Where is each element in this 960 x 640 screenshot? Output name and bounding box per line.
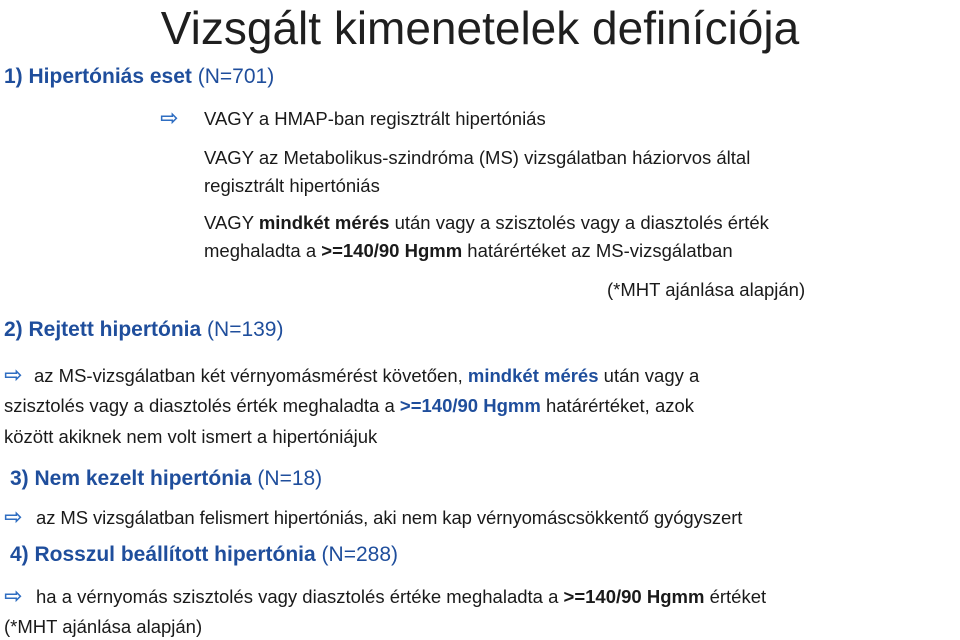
section2-heading: [4, 317, 283, 343]
section2-line1: [34, 364, 699, 388]
section1-title: 1) Hipertóniás eset: [4, 65, 192, 88]
text-span: ha a vérnyomás szisztolés vagy diasztolés értéke meghaladta a: [36, 586, 564, 607]
text-span: határértéket, azok: [540, 395, 695, 416]
section1-note: (*MHT ajánlása alapján): [607, 279, 806, 300]
section2-title: 2) Rejtett hipertónia: [4, 318, 202, 341]
text-span: meghaladta a: [204, 240, 322, 261]
section4-line1: [36, 585, 766, 609]
section1-count: (N=701): [197, 65, 275, 88]
text-span: értéket: [704, 586, 767, 607]
bold-span: >=140/90 Hgmm: [563, 586, 705, 607]
section1-item-1: VAGY a HMAP-ban regisztrált hipertóniás: [204, 108, 546, 129]
section1-item-3-line1: [204, 211, 769, 235]
bold-span: mindkét mérés: [467, 365, 599, 386]
bold-span: mindkét mérés: [258, 212, 390, 233]
section3-title: 3) Nem kezelt hipertónia: [10, 467, 252, 490]
section3-heading: [10, 466, 322, 492]
section4-count: (N=288): [321, 543, 398, 566]
bold-span: >=140/90 Hgmm: [399, 395, 541, 416]
bold-span: >=140/90 Hgmm: [321, 240, 463, 261]
section1-heading: [4, 64, 274, 90]
text-span: határértéket az MS-vizsgálatban: [462, 240, 733, 261]
arrow-icon: ⇨: [4, 362, 23, 387]
section1-item-3-line2: [204, 239, 733, 263]
arrow-icon: ⇨: [4, 583, 23, 608]
arrow-icon: ⇨: [4, 504, 23, 529]
section3-count: (N=18): [257, 467, 323, 490]
text-span: után vagy a szisztolés vagy a diasztolés érték: [389, 212, 769, 233]
text-span: az MS-vizsgálatban két vérnyomásmérést követően,: [34, 365, 468, 386]
page-title: Vizsgált kimenetelek definíciója: [160, 2, 800, 54]
section2-line3: között akiknek nem volt ismert a hipertóniájuk: [4, 426, 378, 447]
text-span: VAGY: [204, 212, 259, 233]
text-span: szisztolés vagy a diasztolés érték meghaladta a: [4, 395, 400, 416]
section4-title: 4) Rosszul beállított hipertónia: [10, 543, 316, 566]
section1-item-2-line1: VAGY az Metabolikus-szindróma (MS) vizsgálatban háziorvos által: [204, 147, 751, 168]
section4-line2: (*MHT ajánlása alapján): [4, 616, 203, 637]
arrow-icon: ⇨: [160, 105, 179, 130]
text-span: után vagy a: [598, 365, 700, 386]
section3-text: az MS vizsgálatban felismert hipertóniás, aki nem kap vérnyomáscsökkentő gyógyszert: [36, 507, 743, 528]
section2-count: (N=139): [207, 318, 284, 341]
section2-line2: [4, 394, 694, 418]
section4-heading: [10, 542, 398, 568]
section1-item-2-line2: regisztrált hipertóniás: [204, 175, 380, 196]
